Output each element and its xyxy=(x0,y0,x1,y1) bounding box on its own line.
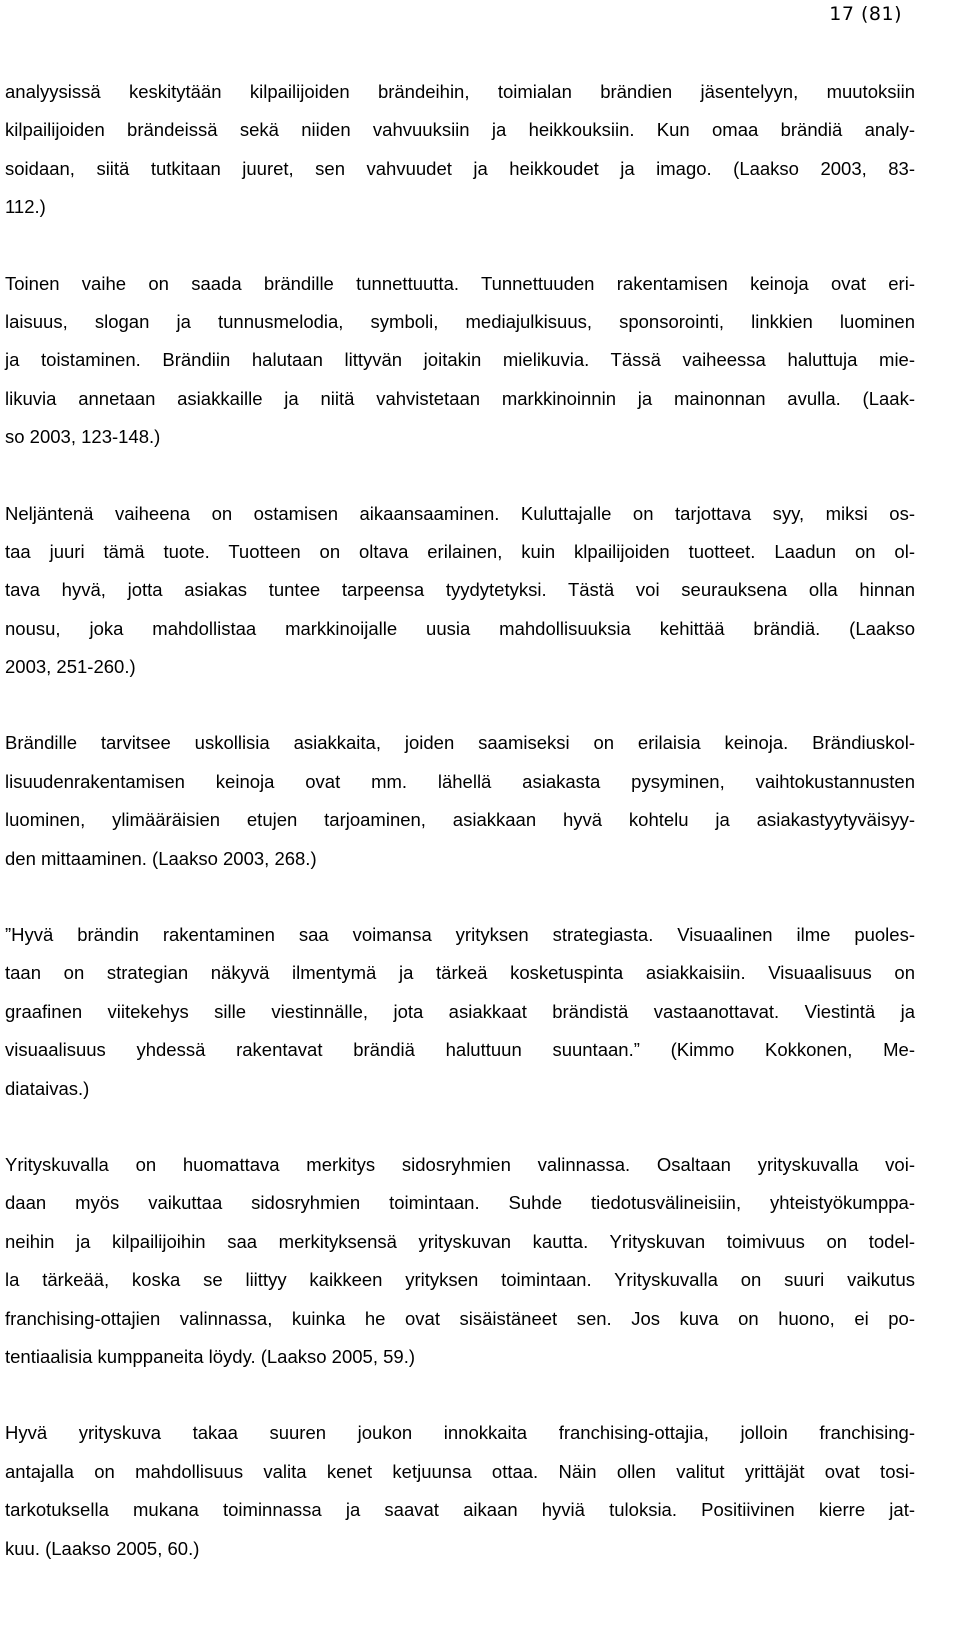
paragraph-3 xyxy=(5,495,915,687)
text-line: diataivas.) xyxy=(5,1077,90,1099)
paragraph-2 xyxy=(5,265,915,457)
text-line: la tärkeää, koska se liittyy kaikkeen yrityksen toimintaan. Yrityskuvalla on suuri vaikutus xyxy=(5,1269,915,1291)
text-line: tava hyvä, jotta asiakas tuntee tarpeensa tyydytetyksi. Tästä voi seurauksena olla hinnan xyxy=(5,579,915,601)
text-line: kuu. (Laakso 2005, 60.) xyxy=(5,1537,200,1559)
page-number: 17 (81) xyxy=(829,3,902,25)
paragraph-6 xyxy=(5,1146,915,1376)
text-line: taan on strategian näkyvä ilmentymä ja tärkeä kosketuspinta asiakkaisiin. Visuaalisuus on xyxy=(5,962,915,984)
text-line: franchising-ottajien valinnassa, kuinka he ovat sisäistäneet sen. Jos kuva on huono, ei po- xyxy=(5,1307,915,1329)
text-line: Hyvä yrityskuva takaa suuren joukon innokkaita franchising-ottajia, jolloin franchising- xyxy=(5,1422,915,1444)
text-line: den mittaaminen. (Laakso 2003, 268.) xyxy=(5,847,317,869)
text-line: Yrityskuvalla on huomattava merkitys sidosryhmien valinnassa. Osaltaan yrityskuvalla voi- xyxy=(5,1153,915,1175)
text-line: tentiaalisia kumppaneita löydy. (Laakso 2005, 59.) xyxy=(5,1345,415,1367)
text-line: ”Hyvä brändin rakentaminen saa voimansa yrityksen strategiasta. Visuaalinen ilme puoles- xyxy=(5,924,915,946)
text-line: taa juuri tämä tuote. Tuotteen on oltava erilainen, kuin klpailijoiden tuotteet. Laadun on ol- xyxy=(5,540,915,562)
text-line: tarkotuksella mukana toiminnassa ja saavat aikaan hyviä tuloksia. Positiivinen kierre jat- xyxy=(5,1499,915,1521)
text-line: visuaalisuus yhdessä rakentavat brändiä haluttuun suuntaan.” (Kimmo Kokkonen, Me- xyxy=(5,1039,915,1061)
text-line: nousu, joka mahdollistaa markkinoijalle uusia mahdollisuuksia kehittää brändiä. (Laakso xyxy=(5,617,915,639)
text-line: Brändille tarvitsee uskollisia asiakkaita, joiden saamiseksi on erilaisia keinoja. Brändiuskol- xyxy=(5,732,915,754)
text-line: so 2003, 123-148.) xyxy=(5,426,161,448)
text-line: daan myös vaikuttaa sidosryhmien toimintaan. Suhde tiedotusvälineisiin, yhteistyökumppa- xyxy=(5,1192,915,1214)
text-line: Neljäntenä vaiheena on ostamisen aikaansaaminen. Kuluttajalle on tarjottava syy, miksi os- xyxy=(5,502,915,524)
text-line: 2003, 251-260.) xyxy=(5,656,136,678)
text-line: lisuudenrakentamisen keinoja ovat mm. lähellä asiakasta pysyminen, vaihtokustannusten xyxy=(5,770,915,792)
text-line: analyysissä keskitytään kilpailijoiden brändeihin, toimialan brändien jäsentelyyn, muutoksiin xyxy=(5,81,915,102)
text-line: ja toistaminen. Brändiin halutaan littyvän joitakin mielikuvia. Tässä vaiheessa haluttuja mie- xyxy=(5,349,915,371)
text-line: graafinen viitekehys sille viestinnälle, jota asiakkaat brändistä vastaanottavat. Viestintä ja xyxy=(5,1000,915,1022)
quote-paragraph xyxy=(5,916,915,1108)
paragraph-4 xyxy=(5,724,915,878)
paragraph-1 xyxy=(5,73,915,227)
document-body xyxy=(5,73,915,1606)
text-line: likuvia annetaan asiakkaille ja niitä vahvistetaan markkinoinnin ja mainonnan avulla. (Laak- xyxy=(5,387,915,409)
text-line: antajalla on mahdollisuus valita kenet ketjuunsa ottaa. Näin ollen valitut yrittäjät ovat tosi- xyxy=(5,1460,915,1482)
text-line: kilpailijoiden brändeissä sekä niiden vahvuuksiin ja heikkouksiin. Kun omaa brändiä analy- xyxy=(5,119,915,141)
paragraph-7 xyxy=(5,1414,915,1568)
text-line: Toinen vaihe on saada brändille tunnettuutta. Tunnettuuden rakentamisen keinoja ovat eri- xyxy=(5,272,915,294)
text-line: neihin ja kilpailijoihin saa merkityksensä yrityskuvan kautta. Yrityskuvan toimivuus on todel- xyxy=(5,1230,915,1252)
text-line: luominen, ylimääräisien etujen tarjoaminen, asiakkaan hyvä kohtelu ja asiakastyytyväisyy- xyxy=(5,809,915,831)
text-line: laisuus, slogan ja tunnusmelodia, symboli, mediajulkisuus, sponsorointi, linkkien luominen xyxy=(5,310,915,332)
text-line: 112.) xyxy=(5,196,46,218)
text-line: soidaan, siitä tutkitaan juuret, sen vahvuudet ja heikkoudet ja imago. (Laakso 2003, 83- xyxy=(5,157,915,179)
